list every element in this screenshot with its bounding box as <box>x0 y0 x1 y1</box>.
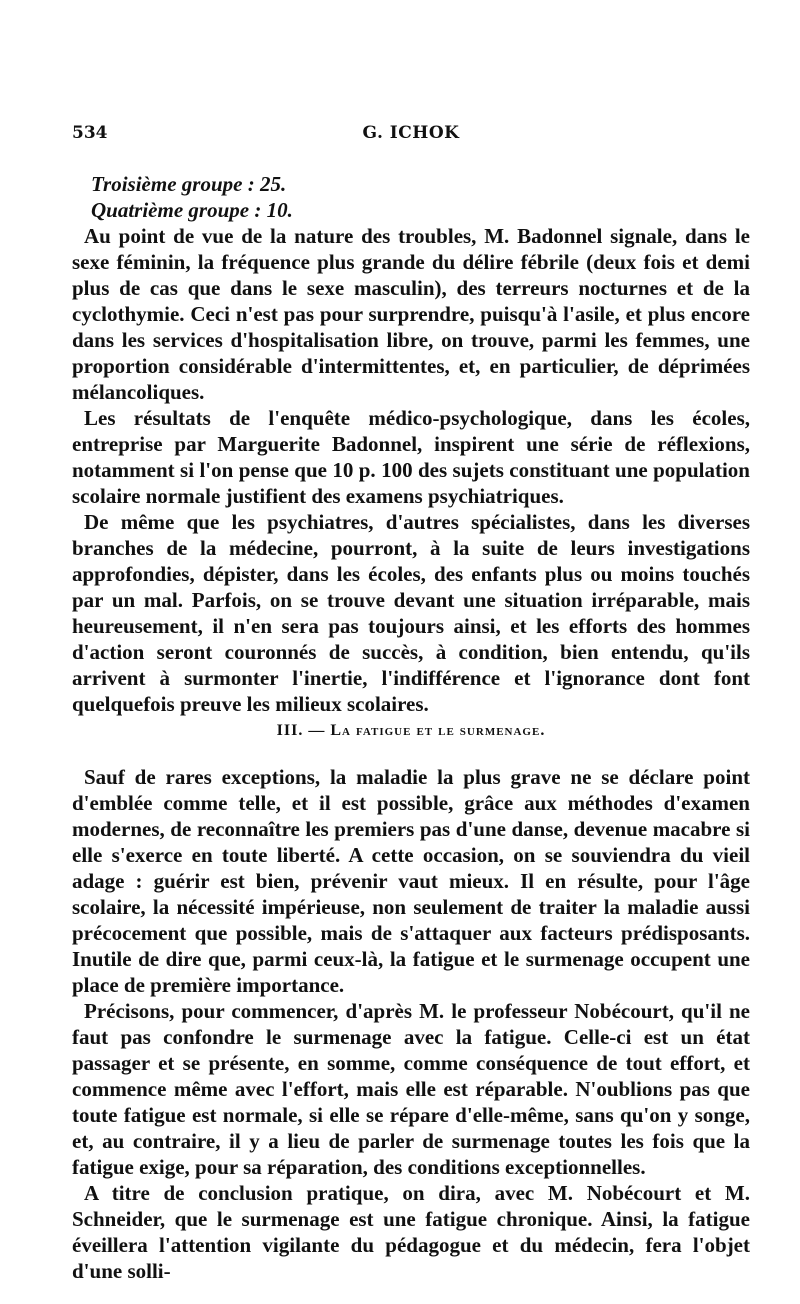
group-line-third: Troisième groupe : 25. <box>91 172 287 196</box>
page-number: 534 <box>72 123 108 143</box>
running-header <box>72 123 750 147</box>
running-head-author: G. ICHOK <box>362 123 460 143</box>
paragraph-precisons: Précisons, pour commencer, d'après M. le professeur Nobécourt, qu'il ne faut pas confondre le surmenage avec la fatigue. Celle-ci est un état passager et se présente, en somme, comme conséquence de tout effort, et commence même avec l'effort, mais elle est réparable. N'oublions pas que toute fatigue est normale, si elle se répare d'elle-même, sans qu'on y songe, et, au contraire, il y a lieu de parler de surmenage toutes les fois que la fatigue exige, pour sa réparation, des conditions exceptionnelles. <box>72 999 750 1179</box>
section-dash: — <box>308 722 326 739</box>
paragraph-specialistes: De même que les psychiatres, d'autres spécialistes, dans les diverses branches de la médecine, pourront, à la suite de leurs investigations approfondies, dépister, dans les écoles, des enfants plus ou moins touchés par un mal. Parfois, on se trouve devant une situation irréparable, mais heureusement, il n'en sera pas toujours ainsi, et les efforts des hommes d'action seront couronnés de succès, à condition, bien entendu, qu'ils arrivent à surmonter l'inertie, l'indifférence et l'ignorance dont font quelquefois preuve les milieux scolaires. <box>72 510 750 716</box>
group-line-fourth: Quatrième groupe : 10. <box>91 198 293 222</box>
lower-text-block <box>72 764 750 1284</box>
upper-text-block <box>72 171 750 717</box>
paragraph-resultats: Les résultats de l'enquête médico-psychologique, dans les écoles, entreprise par Marguerite Badonnel, inspirent une série de réflexions, notamment si l'on pense que 10 p. 100 des sujets constituant une population scolaire normale justifient des examens psychiatriques. <box>72 406 750 508</box>
paragraph-conclusion: A titre de conclusion pratique, on dira, avec M. Nobécourt et M. Schneider, que le surmenage est une fatigue chronique. Ainsi, la fatigue éveillera l'attention vigilante du pédagogue et du médecin, fera l'objet d'une solli- <box>72 1181 750 1283</box>
paragraph-exceptions: Sauf de rares exceptions, la maladie la plus grave ne se déclare point d'emblée comme telle, et il est possible, grâce aux méthodes d'examen modernes, de reconnaître les premiers pas d'une danse, devenue macabre si elle s'exerce en toute liberté. A cette occasion, on se souviendra du vieil adage : guérir est bien, prévenir vaut mieux. Il en résulte, pour l'âge scolaire, la nécessité impérieuse, non seulement de traiter la maladie aussi précocement que possible, mais de s'attaquer aux facteurs prédisposants. Inutile de dire que, parmi ceux-là, la fatigue et le surmenage occupent une place de première importance. <box>72 765 750 997</box>
section-title-text: La fatigue et le surmenage. <box>330 722 546 739</box>
section-heading <box>72 722 750 740</box>
section-number: III. <box>276 722 304 739</box>
paragraph-troubles: Au point de vue de la nature des troubles, M. Badonnel signale, dans le sexe féminin, la fréquence plus grande du délire fébrile (deux fois et demi plus de cas que dans le sexe masculin), des terreurs nocturnes et de la cyclothymie. Ceci n'est pas pour surprendre, puisqu'à l'asile, et plus encore dans les services d'hospitalisation libre, on trouve, parmi les femmes, une proportion considérable d'intermittentes, et, en particulier, de déprimées mélancoliques. <box>72 224 750 404</box>
